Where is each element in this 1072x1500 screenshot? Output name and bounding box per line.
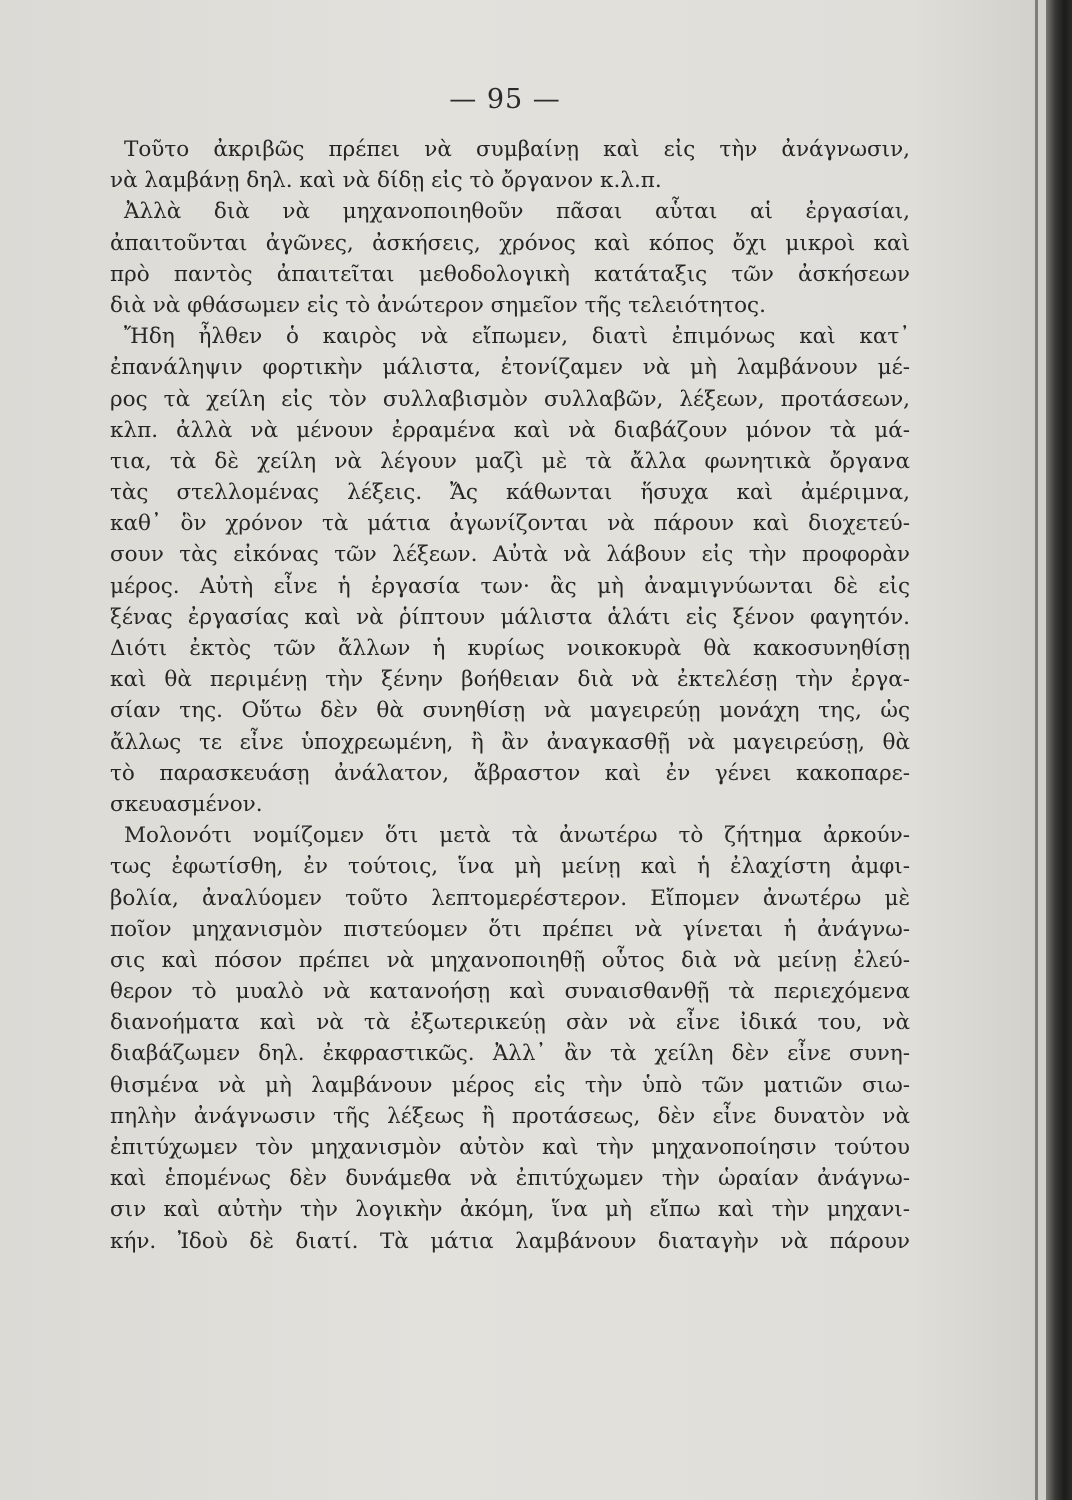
text-line: ἀπαιτοῦνται ἀγῶνες, ἀσκήσεις, χρόνος καὶ κόπος ὄχι μικροὶ καὶ <box>110 230 910 256</box>
text-line: σίαν της. Οὕτω δὲν θὰ συνηθίσῃ νὰ μαγειρεύῃ μονάχη της, ὡς <box>110 698 910 724</box>
text-line: Ἤδη ἦλθεν ὁ καιρὸς νὰ εἴπωμεν, διατὶ ἐπιμόνως καὶ κατ᾽ <box>124 324 910 350</box>
text-line: ρος τὰ χείλη εἰς τὸν συλλαβισμὸν συλλαβῶν, λέξεων, προτάσεων, <box>110 386 910 412</box>
text-line: κήν. Ἰδοὺ δὲ διατί. Τὰ μάτια λαμβάνουν διαταγὴν νὰ πάρουν <box>110 1228 910 1254</box>
text-line: κλπ. ἀλλὰ νὰ μένουν ἐρραμένα καὶ νὰ διαβάζουν μόνον τὰ μά- <box>110 417 910 443</box>
body-text <box>110 134 910 1257</box>
text-line: βολία, ἀναλύομεν τοῦτο λεπτομερέστερον. Εἴπομεν ἀνωτέρω μὲ <box>110 885 910 911</box>
text-line: θερον τὸ μυαλὸ νὰ κατανοήσῃ καὶ συναισθανθῇ τὰ περιεχόμενα <box>110 979 910 1005</box>
text-line: ἐπιτύχωμεν τὸν μηχανισμὸν αὐτὸν καὶ τὴν μηχανοποίησιν τούτου <box>110 1135 910 1160</box>
text-line: Μολονότι νομίζομεν ὅτι μετὰ τὰ ἀνωτέρω τὸ ζήτημα ἀρκούν- <box>124 823 910 849</box>
text-line: ποῖον μηχανισμὸν πιστεύομεν ὅτι πρέπει νὰ γίνεται ἡ ἀνάγνω- <box>110 916 910 942</box>
text-line: θισμένα νὰ μὴ λαμβάνουν μέρος εἰς τὴν ὑπὸ τῶν ματιῶν σιω- <box>110 1072 910 1098</box>
text-line: σκευασμένον. <box>110 791 263 817</box>
text-line: πηλὴν ἀνάγνωσιν τῆς λέξεως ἢ προτάσεως, δὲν εἶνε δυνατὸν νὰ <box>110 1103 910 1129</box>
text-line: τὰς στελλομένας λέξεις. Ἄς κάθωνται ἥσυχα καὶ ἀμέριμνα, <box>110 480 910 506</box>
text-line: Διότι ἐκτὸς τῶν ἄλλων ἡ κυρίως νοικοκυρὰ θὰ κακοσυνηθίσῃ <box>110 636 910 661</box>
text-line: καθ᾽ ὃν χρόνον τὰ μάτια ἀγωνίζονται νὰ πάρουν καὶ διοχετεύ- <box>110 511 910 537</box>
text-line: διὰ νὰ φθάσωμεν εἰς τὸ ἀνώτερον σημεῖον τῆς τελειότητος. <box>110 292 766 318</box>
text-line: μέρος. Αὐτὴ εἶνε ἡ ἐργασία των· ἂς μὴ ἀναμιγνύωνται δὲ εἰς <box>110 573 910 599</box>
text-line: ξένας ἐργασίας καὶ νὰ ῥίπτουν μάλιστα ἁλάτι εἰς ξένον φαγητόν. <box>110 604 910 630</box>
text-line: σις καὶ πόσον πρέπει νὰ μηχανοποιηθῇ οὗτος διὰ νὰ μείνῃ ἐλεύ- <box>110 947 910 973</box>
text-line: Ἀλλὰ διὰ νὰ μηχανοποιηθοῦν πᾶσαι αὗται αἱ ἐργασίαι, <box>124 199 910 225</box>
text-line: νὰ λαμβάνῃ δηλ. καὶ νὰ δίδῃ εἰς τὸ ὄργανον κ.λ.π. <box>110 168 662 194</box>
text-line: διανοήματα καὶ νὰ τὰ ἐξωτερικεύῃ σὰν νὰ εἶνε ἰδικά του, νὰ <box>110 1010 910 1036</box>
book-binding-edge <box>1046 0 1072 1500</box>
binding-shadow-line <box>1035 0 1038 1500</box>
text-line: τια, τὰ δὲ χείλη νὰ λέγουν μαζὶ μὲ τὰ ἄλλα φωνητικὰ ὄργανα <box>110 448 910 474</box>
text-line: διαβάζωμεν δηλ. ἐκφραστικῶς. Ἀλλ᾽ ἂν τὰ χείλη δὲν εἶνε συνη- <box>110 1041 910 1067</box>
text-line: Τοῦτο ἀκριβῶς πρέπει νὰ συμβαίνῃ καὶ εἰς τὴν ἀνάγνωσιν, <box>124 137 910 162</box>
text-line: καὶ θὰ περιμένῃ τὴν ξένην βοήθειαν διὰ νὰ ἐκτελέσῃ τὴν ἐργα- <box>110 667 910 693</box>
text-line: καὶ ἑπομένως δὲν δυνάμεθα νὰ ἐπιτύχωμεν τὴν ὡραίαν ἀνάγνω- <box>110 1166 910 1192</box>
text-line: σουν τὰς εἰκόνας τῶν λέξεων. Αὐτὰ νὰ λάβουν εἰς τὴν προφορὰν <box>110 542 910 568</box>
text-line: ἐπανάληψιν φορτικὴν μάλιστα, ἐτονίζαμεν νὰ μὴ λαμβάνουν μέ- <box>110 355 910 381</box>
text-line: πρὸ παντὸς ἀπαιτεῖται μεθοδολογικὴ κατάταξις τῶν ἀσκήσεων <box>110 261 910 287</box>
text-line: ἄλλως τε εἶνε ὑποχρεωμένη, ἢ ἂν ἀναγκασθῇ νὰ μαγειρεύσῃ, θὰ <box>110 729 910 755</box>
text-line: τως ἐφωτίσθη, ἐν τούτοις, ἵνα μὴ μείνῃ καὶ ἡ ἐλαχίστη ἀμφι- <box>110 854 910 880</box>
text-line: τὸ παρασκευάσῃ ἀνάλατον, ἄβραστον καὶ ἐν γένει κακοπαρε- <box>110 760 910 786</box>
page-number: — 95 — <box>449 84 561 115</box>
text-line: σιν καὶ αὐτὴν τὴν λογικὴν ἀκόμη, ἵνα μὴ εἴπω καὶ τὴν μηχανι- <box>110 1197 910 1223</box>
